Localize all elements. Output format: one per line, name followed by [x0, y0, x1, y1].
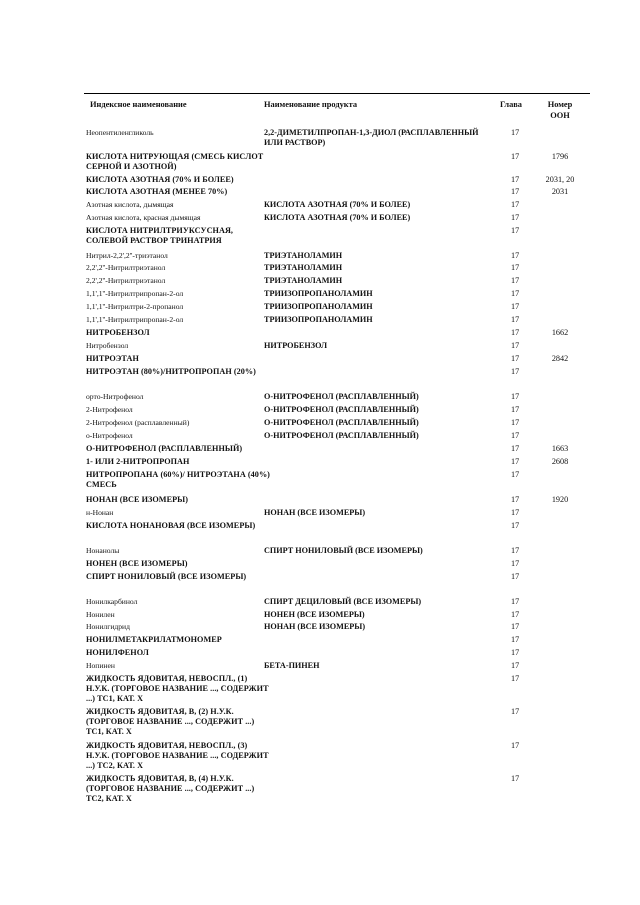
index-name-cell: Нонилен — [86, 610, 115, 619]
index-name-cell: КИСЛОТА АЗОТНАЯ (70% И БОЛЕЕ) — [86, 175, 234, 184]
chapter-cell: 17 — [511, 367, 520, 376]
index-name-cell: НОНИЛМЕТАКРИЛАТМОНОМЕР — [86, 635, 222, 644]
index-name-cell: ЖИДКОСТЬ ЯДОВИТАЯ, В, (2) Н.У.К. (ТОРГОВОЕ НАЗВАНИЕ ..., СОДЕРЖИТ ...) ТС1, КАТ. Х — [86, 707, 255, 736]
product-name-cell: 2,2-ДИМЕТИЛПРОПАН-1,3-ДИОЛ (РАСПЛАВЛЕННЫЙ ИЛИ РАСТВОР) — [264, 128, 479, 147]
un-number-cell: 1920 — [551, 495, 569, 504]
chapter-cell: 17 — [511, 470, 520, 479]
index-name-cell: Неопентиленгликоль — [86, 128, 154, 137]
index-name-cell: о-Нитрофенол — [86, 431, 133, 440]
chapter-cell: 17 — [511, 251, 520, 260]
chapter-cell: 17 — [511, 431, 520, 440]
chapter-cell: 17 — [511, 200, 520, 209]
chapter-cell: 17 — [511, 674, 520, 683]
un-number-cell: 2031 — [551, 187, 569, 196]
index-name-cell: 2-Нитрофенол (расплавленный) — [86, 418, 190, 427]
chapter-cell: 17 — [511, 597, 520, 606]
product-name-cell: КИСЛОТА АЗОТНАЯ (70% И БОЛЕЕ) — [264, 213, 411, 222]
index-name-cell: Азотная кислота, красная дымящая — [86, 213, 201, 222]
chapter-cell: 17 — [511, 175, 520, 184]
chapter-cell: 17 — [511, 152, 520, 161]
index-name-cell: 2-Нитрофенол — [86, 405, 133, 414]
product-name-cell: ТРИЭТАНОЛАМИН — [264, 251, 343, 260]
index-name-cell: 2,2',2''-Нитрилтриэтанол — [86, 276, 166, 285]
index-name-cell: НОНАН (ВСЕ ИЗОМЕРЫ) — [86, 495, 189, 504]
product-name-cell: О-НИТРОФЕНОЛ (РАСПЛАВЛЕННЫЙ) — [264, 431, 419, 440]
index-name-cell: 1- ИЛИ 2-НИТРОПРОПАН — [86, 457, 190, 466]
product-name-cell: БЕТА-ПИНЕН — [264, 661, 320, 670]
chapter-cell: 17 — [511, 635, 520, 644]
product-name-cell: КИСЛОТА АЗОТНАЯ (70% И БОЛЕЕ) — [264, 200, 411, 209]
product-name-cell: О-НИТРОФЕНОЛ (РАСПЛАВЛЕННЫЙ) — [264, 405, 419, 414]
chapter-cell: 17 — [511, 610, 520, 619]
product-name-cell: НОНАН (ВСЕ ИЗОМЕРЫ) — [264, 508, 366, 517]
chapter-cell: 17 — [511, 521, 520, 530]
chapter-cell: 17 — [511, 559, 520, 568]
index-name-cell: Нитробензол — [86, 341, 129, 350]
chapter-cell: 17 — [511, 213, 520, 222]
un-number-cell: 1796 — [551, 152, 569, 161]
index-name-cell: НОНИЛФЕНОЛ — [86, 648, 149, 657]
index-name-cell: НИТРОПРОПАНА (60%)/ НИТРОЭТАНА (40%) СМЕСЬ — [86, 470, 270, 489]
product-name-cell: ТРИЭТАНОЛАМИН — [264, 263, 343, 272]
chapter-cell: 17 — [511, 354, 520, 363]
index-name-cell: КИСЛОТА АЗОТНАЯ (МЕНЕЕ 70%) — [86, 187, 228, 196]
product-name-cell: НИТРОБЕНЗОЛ — [264, 341, 328, 350]
index-name-cell: НИТРОЭТАН (80%)/НИТРОПРОПАН (20%) — [86, 367, 256, 376]
un-number-cell: 2608 — [551, 457, 569, 466]
chapter-cell: 17 — [511, 572, 520, 581]
chapter-cell: 17 — [511, 546, 520, 555]
chapter-cell: 17 — [511, 187, 520, 196]
index-name-cell: Нонилкарбинол — [86, 597, 138, 606]
header-un-number: Номер ООН — [547, 100, 573, 120]
product-name-cell: НОНАН (ВСЕ ИЗОМЕРЫ) — [264, 622, 366, 631]
product-name-cell: СПИРТ ДЕЦИЛОВЫЙ (ВСЕ ИЗОМЕРЫ) — [264, 597, 422, 606]
un-number-cell: 2031, 20 — [545, 175, 575, 184]
chapter-cell: 17 — [511, 508, 520, 517]
index-name-cell: Нонанолы — [86, 546, 120, 555]
header-index-name: Индексное наименование — [90, 100, 187, 109]
index-name-cell: ЖИДКОСТЬ ЯДОВИТАЯ, В, (4) Н.У.К. (ТОРГОВОЕ НАЗВАНИЕ ..., СОДЕРЖИТ ...) ТС2, КАТ. Х — [86, 774, 255, 803]
chapter-cell: 17 — [511, 405, 520, 414]
product-name-cell: НОНЕН (ВСЕ ИЗОМЕРЫ) — [264, 610, 365, 619]
header-chapter: Глава — [500, 100, 522, 109]
index-name-cell: Нитрил-2,2',2''-триэтанол — [86, 251, 168, 260]
index-name-cell: КИСЛОТА НОНАНОВАЯ (ВСЕ ИЗОМЕРЫ) — [86, 521, 256, 530]
product-name-cell: ТРИИЗОПРОПАНОЛАМИН — [264, 315, 373, 324]
product-name-cell: ТРИИЗОПРОПАНОЛАМИН — [264, 302, 373, 311]
index-name-cell: орто-Нитрофенол — [86, 392, 144, 401]
index-name-cell: 1,1',1''-Нитрилтри-2-пропанол — [86, 302, 184, 311]
chapter-cell: 17 — [511, 495, 520, 504]
index-name-cell: 1,1',1''-Нитрилтрипропан-2-ол — [86, 315, 184, 324]
index-name-cell: НИТРОЭТАН — [86, 354, 139, 363]
index-name-cell: НИТРОБЕНЗОЛ — [86, 328, 150, 337]
chapter-cell: 17 — [511, 392, 520, 401]
chapter-cell: 17 — [511, 128, 520, 137]
chapter-cell: 17 — [511, 418, 520, 427]
index-name-cell: 2,2',2''-Нитрилтриэтанол — [86, 263, 166, 272]
chapter-cell: 17 — [511, 457, 520, 466]
index-name-cell: Нопинен — [86, 661, 115, 670]
product-name-cell: О-НИТРОФЕНОЛ (РАСПЛАВЛЕННЫЙ) — [264, 418, 419, 427]
chapter-cell: 17 — [511, 341, 520, 350]
index-name-cell: н-Нонан — [86, 508, 114, 517]
product-name-cell: СПИРТ НОНИЛОВЫЙ (ВСЕ ИЗОМЕРЫ) — [264, 546, 423, 555]
product-name-cell: ТРИИЗОПРОПАНОЛАМИН — [264, 289, 373, 298]
index-name-cell: КИСЛОТА НИТРУЮЩАЯ (СМЕСЬ КИСЛОТ СЕРНОЙ И АЗОТНОЙ) — [86, 152, 264, 171]
un-number-cell: 1663 — [551, 444, 569, 453]
index-name-cell: ЖИДКОСТЬ ЯДОВИТАЯ, НЕВОСПЛ., (1) Н.У.К. (ТОРГОВОЕ НАЗВАНИЕ ..., СОДЕРЖИТ ...) ТС1, КАТ. Х — [86, 674, 269, 703]
index-name-cell: ЖИДКОСТЬ ЯДОВИТАЯ, НЕВОСПЛ., (3) Н.У.К. (ТОРГОВОЕ НАЗВАНИЕ ..., СОДЕРЖИТ ...) ТС2, КАТ. Х — [86, 741, 269, 770]
product-name-cell: О-НИТРОФЕНОЛ (РАСПЛАВЛЕННЫЙ) — [264, 392, 419, 401]
chapter-cell: 17 — [511, 315, 520, 324]
chapter-cell: 17 — [511, 263, 520, 272]
chapter-cell: 17 — [511, 741, 520, 750]
header-top-rule — [84, 93, 590, 94]
index-name-cell: СПИРТ НОНИЛОВЫЙ (ВСЕ ИЗОМЕРЫ) — [86, 572, 247, 581]
un-number-cell: 2842 — [551, 354, 569, 363]
index-name-cell: Азотная кислота, дымящая — [86, 200, 174, 209]
index-name-cell: Нонилгидрид — [86, 622, 130, 631]
chapter-cell: 17 — [511, 661, 520, 670]
un-number-cell: 1662 — [551, 328, 569, 337]
index-name-cell: НОНЕН (ВСЕ ИЗОМЕРЫ) — [86, 559, 188, 568]
index-name-cell: КИСЛОТА НИТРИЛТРИУКСУСНАЯ, СОЛЕВОЙ РАСТВОР ТРИНАТРИЯ — [86, 226, 234, 245]
chapter-cell: 17 — [511, 707, 520, 716]
index-name-cell: О-НИТРОФЕНОЛ (РАСПЛАВЛЕННЫЙ) — [86, 444, 243, 453]
chapter-cell: 17 — [511, 276, 520, 285]
chapter-cell: 17 — [511, 774, 520, 783]
chapter-cell: 17 — [511, 226, 520, 235]
product-name-cell: ТРИЭТАНОЛАМИН — [264, 276, 343, 285]
index-name-cell: 1,1',1''-Нитрилтрипропан-2-ол — [86, 289, 184, 298]
chapter-cell: 17 — [511, 648, 520, 657]
header-product-name: Наименование продукта — [264, 100, 358, 109]
chapter-cell: 17 — [511, 622, 520, 631]
chapter-cell: 17 — [511, 302, 520, 311]
chapter-cell: 17 — [511, 289, 520, 298]
chapter-cell: 17 — [511, 328, 520, 337]
chapter-cell: 17 — [511, 444, 520, 453]
